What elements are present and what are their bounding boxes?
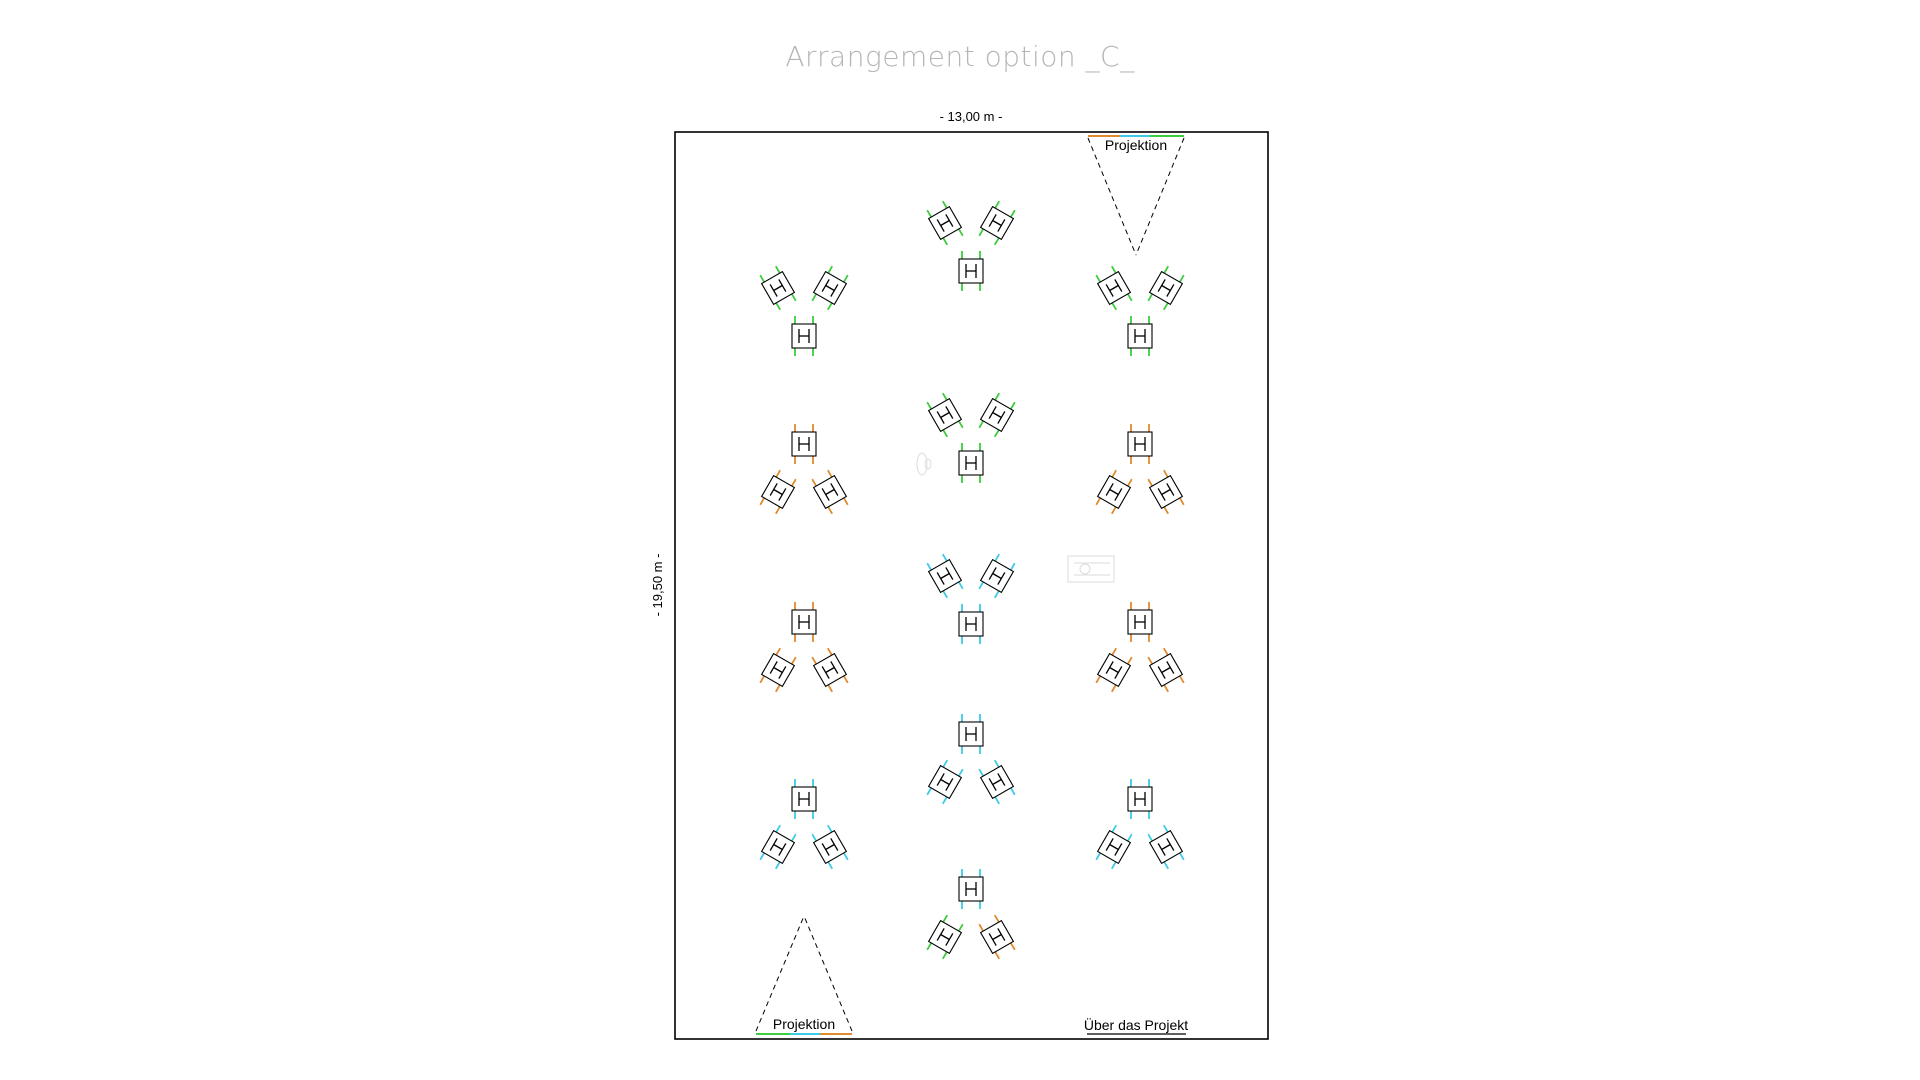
- chair-icon: [792, 316, 816, 356]
- chair-icon: [1094, 469, 1135, 516]
- chair-icon: [1094, 647, 1135, 694]
- chair-icon: [1128, 779, 1152, 819]
- projection-bottom: [756, 916, 852, 1034]
- chair-icon: [925, 200, 966, 247]
- chair-icon: [977, 200, 1018, 247]
- projection-top-label: Projektion: [1104, 137, 1168, 153]
- chair-icon: [1128, 424, 1152, 464]
- projection-bottom-label: Projektion: [772, 1016, 836, 1032]
- about-project-link[interactable]: [1084, 1016, 1188, 1034]
- chair-icon: [959, 251, 983, 291]
- chair-icon: [758, 469, 799, 516]
- chair-icon: [758, 265, 799, 312]
- chair-icon: [925, 392, 966, 439]
- seating-groups: [758, 200, 1187, 961]
- chair-icon: [977, 759, 1018, 806]
- chair-icon: [1128, 602, 1152, 642]
- height-dimension-label: - 19,50 m -: [650, 553, 665, 617]
- width-dimension-label: - 13,00 m -: [939, 109, 1003, 124]
- seating-group: [758, 779, 851, 870]
- chair-icon: [959, 443, 983, 483]
- chair-icon: [1146, 265, 1187, 312]
- page-title: Arrangement option _C_: [785, 40, 1135, 73]
- seating-group: [1094, 265, 1187, 356]
- chair-icon: [925, 759, 966, 806]
- chair-icon: [758, 647, 799, 694]
- chair-icon: [810, 265, 851, 312]
- chair-icon: [1094, 824, 1135, 871]
- seating-group: [758, 424, 851, 515]
- seating-group: [758, 265, 851, 356]
- projection-top: [1088, 136, 1184, 255]
- about-project-link-text[interactable]: Über das Projekt: [1083, 1017, 1189, 1033]
- chair-icon: [959, 714, 983, 754]
- seating-group: [925, 392, 1018, 483]
- ghost-figure-icon: [917, 453, 931, 475]
- seating-group: [925, 553, 1018, 644]
- seating-group: [925, 869, 1018, 960]
- seating-group: [1094, 424, 1187, 515]
- chair-icon: [1146, 469, 1187, 516]
- seating-group: [925, 714, 1018, 805]
- chair-icon: [792, 779, 816, 819]
- seating-group: [925, 200, 1018, 291]
- chair-icon: [977, 914, 1018, 961]
- chair-icon: [1094, 265, 1135, 312]
- chair-icon: [810, 824, 851, 871]
- seating-group: [1094, 779, 1187, 870]
- seating-group: [1094, 602, 1187, 693]
- chair-icon: [959, 869, 983, 909]
- chair-icon: [1146, 824, 1187, 871]
- chair-icon: [925, 914, 966, 961]
- seating-group: [758, 602, 851, 693]
- chair-icon: [758, 824, 799, 871]
- ghost-equipment-icon: [1068, 556, 1114, 582]
- chair-icon: [810, 647, 851, 694]
- chair-icon: [977, 392, 1018, 439]
- chair-icon: [1146, 647, 1187, 694]
- chair-icon: [977, 553, 1018, 600]
- chair-icon: [792, 602, 816, 642]
- chair-icon: [959, 604, 983, 644]
- chair-icon: [810, 469, 851, 516]
- chair-icon: [1128, 316, 1152, 356]
- chair-icon: [792, 424, 816, 464]
- chair-icon: [925, 553, 966, 600]
